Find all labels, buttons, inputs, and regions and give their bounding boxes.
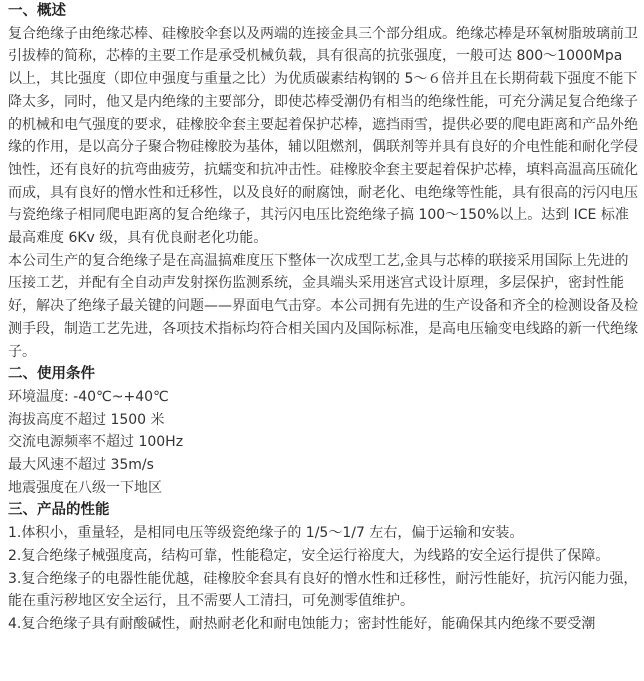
condition-item: 交流电源频率不超过 100Hz	[8, 434, 184, 451]
performance-item: 4.复合绝缘子具有耐酸碱性，耐热耐老化和耐电蚀能力；密封性能好，能确保其内绝缘不要受潮	[8, 615, 596, 632]
condition-item: 环境温度: -40℃~+40℃	[8, 388, 169, 405]
performance-item: 3.复合绝缘子的电器性能优越，硅橡胶伞套具有良好的憎水性和迁移性，耐污性能好，抗污闪能力强，能在重污秽地区安全运行，且不需要人工清扫，可免测零值维护。	[8, 570, 638, 610]
performance-item: 2.复合绝缘子械强度高，结构可靠，性能稳定，安全运行裕度大，为线路的安全运行提供了保障。	[8, 547, 610, 564]
section-heading-performance: 三、产品的性能	[8, 502, 110, 519]
overview-paragraph-2: 本公司生产的复合绝缘子是在高温搞难度压下整体一次成型工艺,金具与芯棒的联接采用国际上先进的压接工艺，并配有全自动声发射探伤监测系统，金具端头采用迷宫式设计原理，多层保护，密封性能好，解决了绝缘子最关键的问题——界面电气击穿。本公司拥有先进的生产设备和齐全的检测设备及检测手段，制造工艺先进，各项技术指标均符合相关国内及国际标准，是高电压输变电线路的新一代绝缘子。	[8, 252, 638, 360]
condition-item: 地震强度在八级一下地区	[8, 479, 162, 496]
performance-item: 1.体积小，重量轻，是相同电压等级瓷绝缘子的 1/5～1/7 左右，偏于运输和安装。	[8, 525, 524, 542]
section-heading-conditions: 二、使用条件	[8, 366, 95, 383]
condition-item: 海拔高度不超过 1500 米	[8, 411, 165, 428]
overview-paragraph-1: 复合绝缘子由绝缘芯棒、硅橡胶伞套以及两端的连接金具三个部分组成。绝缘芯棒是环氧树脂玻璃前卫引拔棒的简称，芯棒的主要工作是承受机械负载，具有很高的抗张强度，一般可达 800～1000Mpa 以上，其比强度（即位申强度与重量之比）为优质碳素结构钢的 5～６倍并且在长期荷载下强度不能下降太多，同时，他又是内绝缘的主要部分，即使芯棒受潮仍有相当的绝缘性能，可充分满足复合绝缘子的机械和电气强度的要求，硅橡胶伞套主要起着保护芯棒，遮挡雨雪，提供必要的爬电距离和产品外绝缘的作用，是以高分子聚合物硅橡胶为基体，辅以阻燃剂，偶联剂等并具有良好的介电性能和耐化学侵蚀性，还有良好的抗弯曲疲劳，抗蠕变和抗冲击性。硅橡胶伞套主要起着保护芯棒，填料高温高压硫化而成，具有良好的憎水性和迁移性，以及良好的耐腐蚀，耐老化、电绝缘等性能，具有很高的污闪电压与瓷绝缘子相同爬电距离的复合绝缘子，其污闪电压比瓷绝缘子搞 100～150%以上。达到 ICE 标准最高难度 6Kv 级，具有优良耐老化功能。	[8, 25, 638, 247]
condition-item: 最大风速不超过 35m/s	[8, 457, 154, 474]
section-heading-overview: 一、概述	[8, 3, 66, 19]
